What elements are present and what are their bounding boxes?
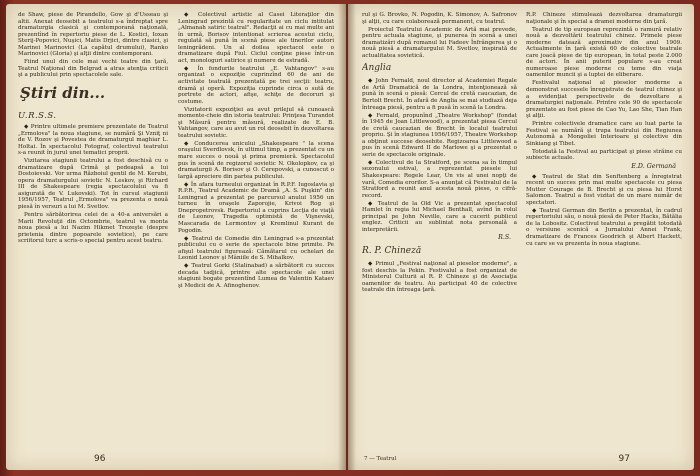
paragraph: ◆ În afara turneului organizat în R.P.F. Iugoslavia şi R.P.R., Teatrul Academic de Dramă „A. S. Puşkin" din Leningrad a prezentat pe parcursul anului 1956 un turneu în oraşele Zaporojie, Krivoi Rog şi Dnepropetrovsk. Repertoriul a cuprins Lecţia de viaţă de Leonov, Tragedia optimistă de Vişnevski, Mascarada de Lermontov şi Kremlinul Kurant de Pogodin. <box>178 181 334 234</box>
paragraph: ◆ Teatrul de Comedie din Leningrad s-a prezentat publicului cu o serie de spectacole bine primite. Pe afişul teatrului figurează: Cămătarul cu ochelari de Leonid Leonov şi Mâniile de S. Mihalkov. <box>178 235 334 262</box>
section-heading-urss: U.R.S.S. <box>18 110 57 121</box>
signature-rs: R.S. <box>498 234 511 242</box>
paragraph: ◆ Colectivul artistic al Casei Literaţilor din Leningrad prezintă cu regularitate un ciclu intitulat „Almanah satiric teatral". Redacţii ai cu mai multe ani în urmă, Borisov intentionat scrierea acestui ciclu, regulată să pună în scenă piese ale tinerilor autori leningrădeni. Un al doilea spectacol este o dramatizare după Fiul. Ciclul conţine piese într-un act, monologuri satirice şi numere de estradă. <box>178 12 334 64</box>
signature-rd-germana: E.D. Germană <box>631 163 676 171</box>
paragraph: ◆ Conducerea unicului „Shakespeare " la scena oraşului Sverdlovsk, în ultimul timp, a prezentat cu un mare succes o nouă şi prima premieră. Spectacolul pus în scenă de regizorul sovietic N. Okolopkov, ca şi dramaturgii A. Borisov şi O. Cerepovski, a cunoscut o largă apreciere din partea publicului. <box>178 140 334 180</box>
left-col1-top-text <box>18 12 168 79</box>
paragraph: ◆ Teatrul Gorki (Stalinabad) a sărbătorit cu succes decada tadjică, printre alte spectacole ale unei stagiuni bogate prezentînd Lumea de Valentin Kataev şi Medicii de A. Afinoghenov. <box>178 263 334 289</box>
paragraph: Proiectul Teatrului Academic de Artă mai prevede, pentru actuala stagiune, şi punerea în scenă a unei dramatizări după romanul lui Fadeev Înfrângerea şi o nouă piesă a dramaturgului M. Svetlov, inspirată de actualitatea sovietică. <box>362 26 517 59</box>
section-heading-rp-chineza: R. P. Chineză <box>362 245 422 256</box>
page-number-left: 96 <box>94 454 106 464</box>
paragraph: rul şi G. Brovko, N. Pogodin, K. Simonov, A. Safronov şi alţii, cu care colaborează permanent, cu teatrul. <box>362 12 517 25</box>
book-gutter <box>338 4 356 470</box>
page-number-right: 97 <box>618 454 630 464</box>
paragraph: ◆ Teatrul de Stat din Senftenberg a înregistrat recent un succes prin mai multe spectacole cu piesa Mutter Courage de B. Brecht şi cu piesa lui Horst Salomon. Teatrul a fost vizitat de un mare număr de spectatori. <box>526 173 682 206</box>
left-col1-bottom-text <box>18 124 168 245</box>
paragraph: Totodată la Festival au participat şi piese străine cu subiecte actuale. <box>526 148 682 162</box>
paragraph: ◆ Fernald, propunînd „Theatre Workshop" (fondat în 1945 de Joan Littlewood), a prezentat piesa Cercul de cretă caucazian de Brecht în localul teatrului propriu. Şi în stagiunea 1956/1957, Theatre Workshop a obţinut succese deosebite. Regizoarea Littlewood a pus în scenă Edward II de Marlowe şi a prezentat o serie de spectacole originale. <box>362 112 517 158</box>
left-column-1 <box>18 12 168 452</box>
paragraph: ◆ Teatrul de la Old Vic a prezentat spectacolul Hamlet în regia lui Michael Benthall, avînd în rolul principal pe John Neville, care a cucerit publicul englez. Criticii au subliniat nota personală a interpretării. <box>362 200 517 233</box>
right-column-1 <box>362 12 517 452</box>
paragraph: ◆ Teatrul German din Berlin a prezentat, în cadrul repertoriului său, o nouă piesă de Peter Hacks, Bătălia de la Lobositz. Colectivul teatrului a pregătit totodată o versiune scenică a Jurnalului Annei Frank, dramatizare de Frances Goodrich şi Albert Hackett, cu care se va prezenta în noua stagiune. <box>526 207 682 247</box>
right-col1-bottom-text <box>362 261 517 294</box>
left-column-2 <box>178 12 334 452</box>
paragraph: R.P. Chineze stimulează dezvoltarea dramaturgii naţionale şi în special a dramei moderne din ţară. <box>526 12 682 25</box>
paragraph: Vizitatorii expoziţiei au avut prilejul să cunoască momente-cheie din istoria teatrului: Prinţesa Turandot şi Măsură pentru măsură, realizate de E. B. Vahtangov, care au avut un rol deosebit în dezvoltarea teatrului sovietic. <box>178 106 334 139</box>
right-col1-top-text <box>362 12 517 59</box>
paragraph: ◆ John Fernald, noul director al Academiei Regale de Artă Dramatică de la Londra, intenţionează să pună în scenă o piesă: Cercul de cretă caucazian, de Bertolt Brecht. În afară de Anglia se mai studiază deja întreaga piesă, pentru a fi pusă în scenă la Londra. <box>362 78 517 111</box>
paragraph: Fiind unul din cele mai vechi teatre din ţară, Teatrul Naţional din Belgrad a atras atenţia criticii şi a publicului prin spectacolele sale. <box>18 59 168 79</box>
section-heading-stiri: Ştiri din... <box>20 83 106 102</box>
right-column-2 <box>526 12 682 452</box>
paragraph: ◆ Colectivul de la Stratford, pe scena sa în timpul sezonului estival, a reprezentat piesele lui Shakespeare: Regele Lear, Un vis al unei nopţi de vară, Comedia erorilor. S-a anunţat că Festivalul de la Stratford a reunit anul acesta nouă piese, o cifră-record. <box>362 159 517 199</box>
paragraph: Teatrul de tip european reprezintă o ramură relativ nouă a dezvoltării teatrului chinez. Primele piese moderne datează aproximativ din anul 1909. Actualmente în ţară există 60 de colective teatrale care joacă piese de tip european, în total peste 2.000 de actori. În anii puterii populare s-au creat numeroase piese moderne cu teme din viaţa oamenilor muncii şi a luptei de eliberare. <box>526 26 682 79</box>
paragraph: Festivalul naţional al pieselor moderne a demonstrat succesele înregistrate de teatrul chinez şi a evidenţiat perspectivele de dezvoltare a dramaturgiei naţionale. Printre cele 90 de spectacole prezentate au fost piese de Cao Yu, Lao She, Tian Han şi alţii. <box>526 80 682 120</box>
paragraph: Vizitarea stagiunii teatrului a fost deschisă cu o dramatizare după Crimă şi pedeapsă a lui Dostoievski. Vor urma Războiul gentil de M. Kerubi, opera dramaturgului sovietic N. Leskov, şi Richard III de Shakespeare (regia spectacolului va fi asigurată de V. Lukovski). Tot în cursul stagiunii 1956/1957, Teatrul „Ermolova" va prezenta o nouă piesă în versuri a lui M. Svetlov. <box>18 158 168 211</box>
paragraph: ◆ Printre ultimele premiere prezentate de Teatrul „Ermolova" la noua stagiune, se numără Şi Vzniţ ni de V. Rozov şi Povestea de dramaturgul maghiar L. Holtai. În spectacolul Fotograf, colectivul teatrului s-a reunit în jurul unei tematici proprii. <box>18 123 168 157</box>
footer-section-note: 7 — Teatrul <box>364 456 397 462</box>
right-col2-top-text <box>526 12 682 162</box>
paragraph: Pentru sărbătorirea celei de a 40-a aniversări a Marii Revoluţii din Octombrie, teatrul va monta noua piesă a lui Nazim Hikmet Trezeşte (despre prietenia dintre popoarele sovietice), pe care scriitorul turc a scris-o special pentru acest teatru. <box>18 212 168 245</box>
left-page <box>6 4 346 470</box>
left-col2-text <box>178 12 334 289</box>
paragraph: Printre colectivele dramatice care au luat parte la Festival se numără şi trupa teatrului din Regiunea Autonomă a Mongoliei Interioare şi colective din Sinkiang şi Tibet. <box>526 121 682 147</box>
section-heading-anglia: Anglia <box>362 63 392 74</box>
right-col1-mid-text <box>362 78 517 233</box>
paragraph: ◆ Primul „Festival naţional al pieselor moderne", a fost deschis la Pekin. Festivalul a fost organizat de Ministerul Culturii al R. P. Chineze şi de Asociaţia oamenilor de teatru. Au participat 40 de colective teatrale din întreaga ţară. <box>362 260 517 294</box>
right-page <box>348 4 694 470</box>
right-col2-bottom-text <box>526 174 682 248</box>
paragraph: ◆ În fondurile teatrului „E. Vahtangov" s-au organizat o expoziţie cuprinzînd 60 de ani de activitate teatrală prezentată pe trei secţii: teatru, dramă şi operă. Expoziţia cuprinde circa o sută de portrete de actori, afişe, schiţe de decoruri şi costume. <box>178 65 334 105</box>
paragraph: de Shaw, piese de Pirandello, Gow şi d'Usseau şi altii. Anexat deosebit a teatrului s-a îndreptat spre dramaturgia clasică şi contemporană naţională, prezentînd în repertoriu piese de L. Kostici, Ioxan Sterij-Popovici, Nuşici, Matis Drjici, dintre clasici, şi Marinei Marinovici (La capătul drumului), Ranko Marinovici (Gloria) şi alţii dintre contemporani. <box>18 12 168 58</box>
